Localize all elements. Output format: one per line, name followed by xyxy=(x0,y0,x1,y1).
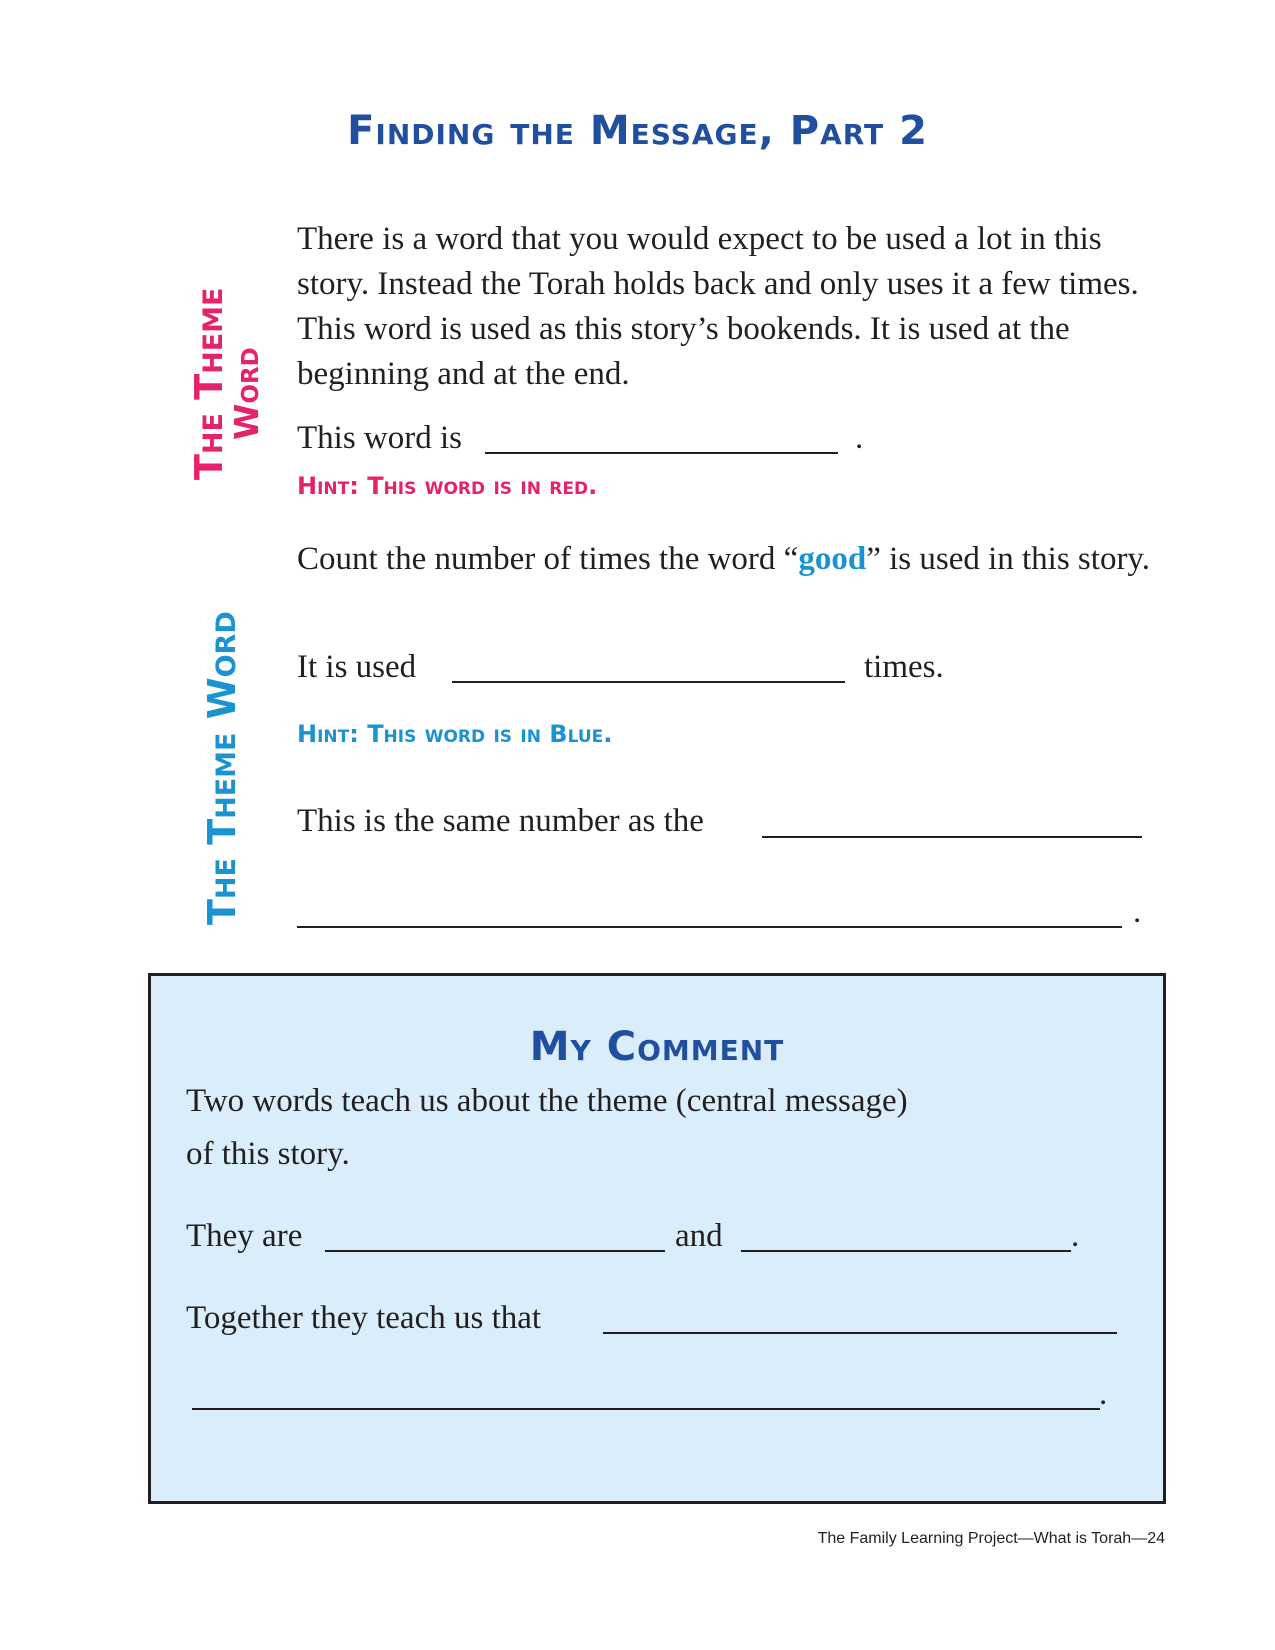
hint-blue: Hint: This word is in Blue. xyxy=(297,720,613,748)
section1-prompt: This word is xyxy=(297,420,462,456)
section2-end: . xyxy=(1133,894,1142,930)
side-label-theme-word-blue: The Theme Word xyxy=(200,611,244,925)
comment-line2: of this story. xyxy=(186,1136,350,1172)
comment-they-are: They are xyxy=(186,1218,303,1254)
times-used-blank[interactable] xyxy=(452,681,845,683)
lesson-blank-1[interactable] xyxy=(603,1332,1117,1334)
side-label-theme-word-red: The Theme xyxy=(187,287,231,480)
word-good: good xyxy=(798,541,867,577)
comment-title: My Comment xyxy=(529,1024,785,1070)
section2-used-post: times. xyxy=(864,649,944,685)
same-number-blank-2[interactable] xyxy=(297,926,1122,928)
theme-word-2-blank[interactable] xyxy=(741,1250,1071,1252)
section2-used-pre: It is used xyxy=(297,649,417,685)
section1-intro: There is a word that you would expect to be used a lot in this story. Instead the Torah holds back and only uses it a few times. This word is used as this story’s bookends. It is used at the beginning and at the end. xyxy=(297,221,1139,392)
comment-and: and xyxy=(675,1218,723,1254)
hint-red: Hint: This word is in red. xyxy=(297,472,598,500)
section2-same-number: This is the same number as the xyxy=(297,803,704,839)
section2-count-text: Count the number of times the word “good” is used in this story. xyxy=(297,541,1151,577)
section1-end: . xyxy=(855,420,864,456)
same-number-blank-1[interactable] xyxy=(762,836,1142,838)
theme-word-1-blank[interactable] xyxy=(325,1250,665,1252)
comment-together: Together they teach us that xyxy=(186,1300,542,1336)
page-title: Finding the Message, Part 2 xyxy=(347,108,928,154)
comment-end1: . xyxy=(1071,1218,1080,1254)
comment-line1: Two words teach us about the theme (central message) xyxy=(186,1083,908,1119)
theme-word-blank[interactable] xyxy=(485,452,838,454)
page-footer: The Family Learning Project—What is Torah—24 xyxy=(817,1530,1165,1547)
my-comment-box xyxy=(148,973,1166,1504)
side-label-theme-word-red-line2: Word xyxy=(227,347,266,440)
lesson-blank-2[interactable] xyxy=(192,1408,1100,1410)
comment-end2: . xyxy=(1099,1376,1108,1412)
